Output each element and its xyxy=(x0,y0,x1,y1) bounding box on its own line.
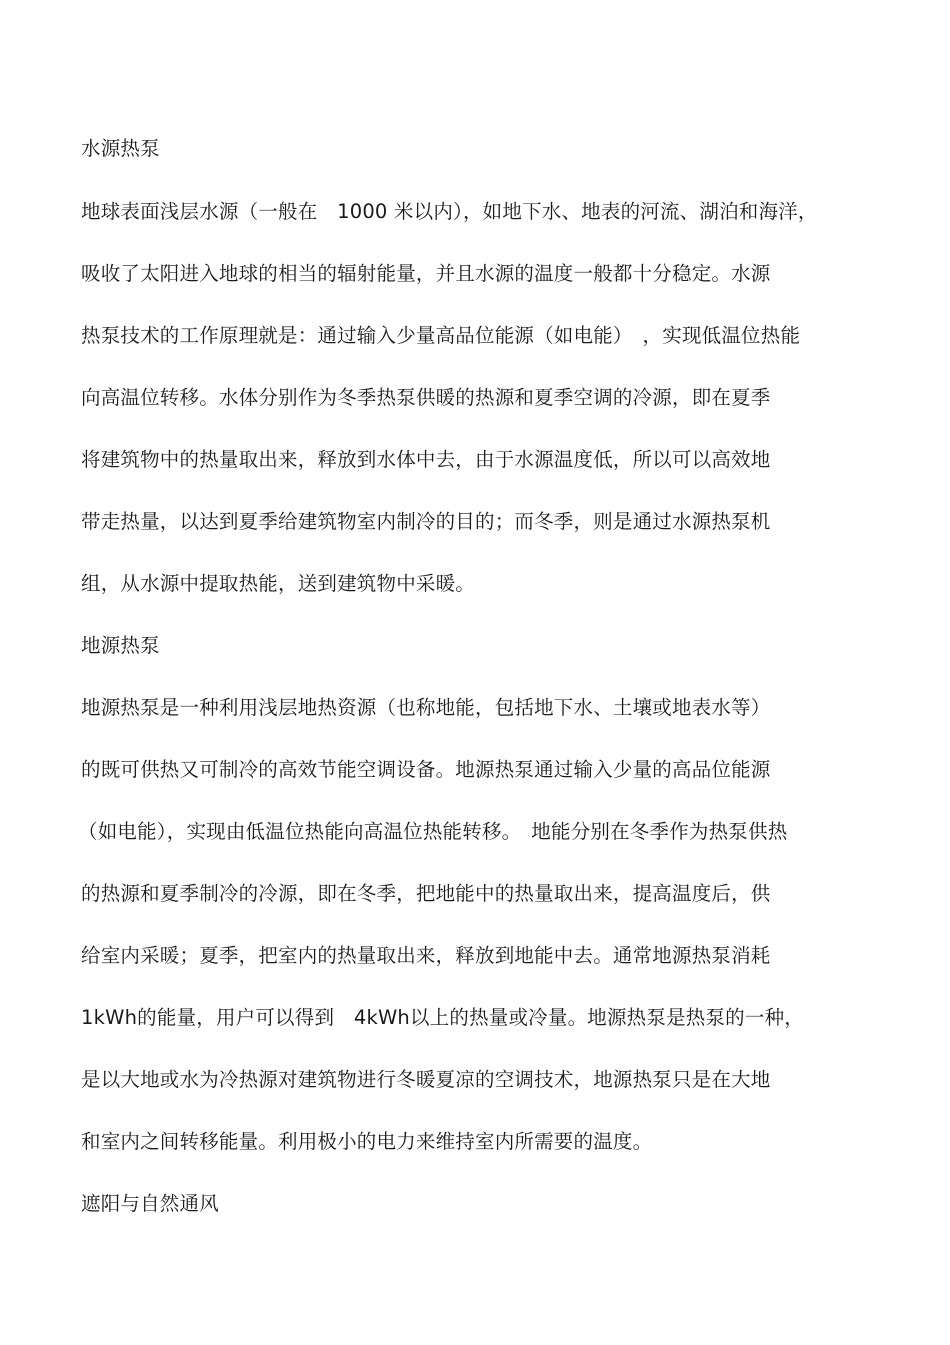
paragraph-line: 热泵技术的工作原理就是：通过输入少量高品位能源（如电能） ，实现低温位热能 xyxy=(81,324,801,347)
paragraph-line: 向高温位转移。水体分别作为冬季热泵供暖的热源和夏季空调的冷源，即在夏季 xyxy=(81,386,771,409)
paragraph-line: 带走热量，以达到夏季给建筑物室内制冷的目的；而冬季，则是通过水源热泵机 xyxy=(81,510,771,533)
section-heading-shading-and-natural-ventilation: 遮阳与自然通风 xyxy=(81,1192,219,1215)
paragraph-line: 的热源和夏季制冷的冷源，即在冬季，把地能中的热量取出来，提高温度后，供 xyxy=(81,882,771,905)
paragraph-line: 和室内之间转移能量。利用极小的电力来维持室内所需要的温度。 xyxy=(81,1130,653,1153)
paragraph-line: 吸收了太阳进入地球的相当的辐射能量，并且水源的温度一般都十分稳定。水源 xyxy=(81,262,771,285)
paragraph-line: （如电能），实现由低温位热能向高温位热能转移。 地能分别在冬季作为热泵供热 xyxy=(78,820,788,843)
paragraph-line: 组，从水源中提取热能，送到建筑物中采暖。 xyxy=(81,572,476,595)
section-heading-ground-source-heat-pump: 地源热泵 xyxy=(81,634,160,657)
paragraph-line: 1kWh的能量，用户可以得到 4kWh以上的热量或冷量。地源热泵是热泵的一种， xyxy=(81,1006,804,1029)
paragraph-line: 是以大地或水为冷热源对建筑物进行冬暖夏凉的空调技术，地源热泵只是在大地 xyxy=(81,1068,771,1091)
paragraph-line: 给室内采暖；夏季，把室内的热量取出来，释放到地能中去。通常地源热泵消耗 xyxy=(81,944,771,967)
section-heading-water-source-heat-pump: 水源热泵 xyxy=(81,137,160,160)
paragraph-line: 地球表面浅层水源（一般在 1000 米以内），如地下水、地表的河流、湖泊和海洋， xyxy=(81,200,818,223)
paragraph-line: 将建筑物中的热量取出来，释放到水体中去，由于水源温度低，所以可以高效地 xyxy=(81,448,771,471)
paragraph-line: 地源热泵是一种利用浅层地热资源（也称地能，包括地下水、土壤或地表水等） xyxy=(81,696,771,719)
paragraph-line: 的既可供热又可制冷的高效节能空调设备。地源热泵通过输入少量的高品位能源 xyxy=(81,758,771,781)
